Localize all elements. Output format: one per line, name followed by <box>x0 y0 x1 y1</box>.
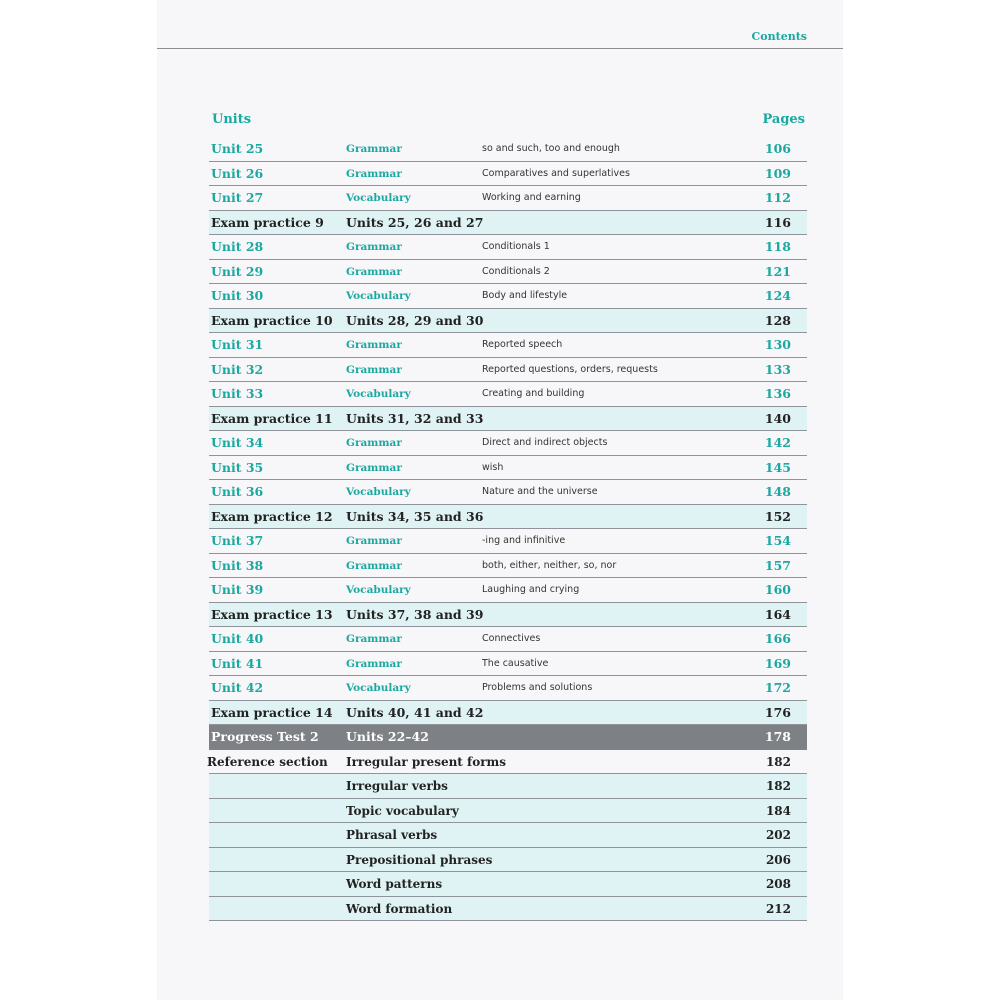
toc-section-label: Vocabulary <box>346 290 411 302</box>
toc-section-label: Units 37, 38 and 39 <box>346 606 484 622</box>
toc-row <box>209 603 807 628</box>
toc-unit-label: Unit 40 <box>211 631 264 646</box>
toc-topic-label: -ing and infinitive <box>482 535 566 546</box>
toc-topic-label: The causative <box>482 657 549 669</box>
toc-page-number: 128 <box>764 312 791 328</box>
toc-topic-label: Working and earning <box>482 192 581 203</box>
toc-topic-label: Problems and solutions <box>482 682 593 693</box>
toc-row <box>209 505 807 530</box>
toc-unit-label: Exam practice 13 <box>211 606 333 622</box>
toc-topic-label: Reported questions, orders, requests <box>482 363 658 375</box>
toc-section-label: Vocabulary <box>346 192 411 204</box>
toc-section-label: Grammar <box>346 339 402 351</box>
toc-section-label: Grammar <box>346 363 402 376</box>
toc-page-number: 133 <box>764 361 791 377</box>
table-of-contents <box>209 137 807 921</box>
toc-section-label: Units 34, 35 and 36 <box>346 508 484 524</box>
toc-row <box>209 382 807 407</box>
toc-row <box>209 235 807 260</box>
toc-unit-label: Progress Test 2 <box>211 729 319 744</box>
toc-section-label: Topic vocabulary <box>346 803 459 818</box>
toc-topic-label: Creating and building <box>482 388 585 399</box>
toc-topic-label: Comparatives and superlatives <box>482 167 630 179</box>
toc-page-number: 152 <box>764 508 791 524</box>
toc-row <box>209 823 807 848</box>
toc-section-label: Vocabulary <box>346 682 411 694</box>
toc-section-label: Grammar <box>346 143 402 155</box>
toc-row <box>209 848 807 873</box>
toc-page-number: 208 <box>765 877 791 891</box>
toc-page-number: 160 <box>764 582 791 597</box>
toc-page-number: 106 <box>764 141 791 156</box>
toc-section-label: Grammar <box>346 265 402 278</box>
toc-unit-label: Unit 42 <box>211 680 264 695</box>
toc-page-number: 182 <box>765 779 791 793</box>
toc-topic-label: Nature and the universe <box>482 486 598 497</box>
toc-row <box>209 162 807 187</box>
toc-row <box>209 456 807 481</box>
toc-page-number: 202 <box>765 828 791 842</box>
toc-section-label: Units 31, 32 and 33 <box>346 410 484 426</box>
toc-row <box>209 480 807 505</box>
toc-topic-label: Body and lifestyle <box>482 290 568 301</box>
toc-row <box>209 358 807 383</box>
toc-page-number: 112 <box>764 190 791 205</box>
pages-column-header: Pages <box>762 112 805 127</box>
toc-row <box>209 137 807 162</box>
toc-row <box>209 799 807 824</box>
toc-section-label: Grammar <box>346 241 402 253</box>
toc-unit-label: Exam practice 9 <box>211 214 324 230</box>
toc-unit-label: Exam practice 14 <box>211 704 333 720</box>
toc-unit-label: Unit 34 <box>211 435 264 450</box>
toc-section-label: Irregular present forms <box>346 754 506 769</box>
toc-unit-label: Exam practice 11 <box>211 410 333 426</box>
toc-page-number: 178 <box>764 729 791 744</box>
toc-unit-label: Unit 28 <box>211 239 264 254</box>
toc-page-number: 182 <box>765 754 791 769</box>
toc-unit-label: Unit 37 <box>211 533 264 548</box>
toc-row <box>209 554 807 579</box>
toc-section-label: Word patterns <box>346 877 443 891</box>
toc-section-label: Units 22–42 <box>346 729 429 744</box>
toc-section-label: Grammar <box>346 167 402 180</box>
toc-page-number: 130 <box>764 337 791 352</box>
toc-unit-label: Unit 33 <box>211 386 264 401</box>
toc-section-label: Grammar <box>346 437 402 449</box>
toc-page-number: 172 <box>764 680 791 695</box>
toc-topic-label: wish <box>482 461 504 473</box>
header-divider <box>157 48 843 49</box>
toc-row <box>209 652 807 677</box>
toc-page-number: 164 <box>764 606 791 622</box>
toc-section-label: Prepositional phrases <box>346 852 493 867</box>
toc-page-number: 124 <box>764 288 791 303</box>
toc-unit-label: Unit 32 <box>211 361 264 377</box>
toc-row <box>209 260 807 285</box>
toc-section-label: Units 40, 41 and 42 <box>346 704 484 720</box>
toc-row <box>209 284 807 309</box>
toc-page-number: 118 <box>764 239 791 254</box>
toc-unit-label: Unit 30 <box>211 288 264 303</box>
toc-page-number: 145 <box>764 459 791 475</box>
toc-unit-label: Unit 38 <box>211 557 264 573</box>
toc-unit-label: Unit 25 <box>211 141 264 156</box>
toc-section-label: Units 28, 29 and 30 <box>346 312 484 328</box>
toc-topic-label: Laughing and crying <box>482 584 580 595</box>
toc-section-label: Grammar <box>346 633 402 645</box>
toc-page-number: 184 <box>765 803 791 818</box>
toc-page-number: 136 <box>764 386 791 401</box>
toc-row <box>209 627 807 652</box>
units-column-header: Units <box>212 112 252 127</box>
toc-page-number: 116 <box>764 214 791 230</box>
toc-page-number: 121 <box>764 263 791 279</box>
toc-topic-label: Conditionals 1 <box>482 241 550 252</box>
toc-topic-label: Connectives <box>482 633 541 644</box>
toc-section-label: Word formation <box>346 901 453 916</box>
toc-row <box>209 407 807 432</box>
toc-row <box>209 701 807 726</box>
toc-unit-label: Exam practice 10 <box>211 312 333 328</box>
toc-row <box>209 431 807 456</box>
toc-row <box>209 211 807 236</box>
toc-topic-label: so and such, too and enough <box>482 143 620 154</box>
toc-page-number: 166 <box>764 631 791 646</box>
toc-unit-label: Unit 29 <box>211 263 264 279</box>
toc-row <box>209 676 807 701</box>
toc-row <box>209 333 807 358</box>
toc-page-number: 142 <box>764 435 791 450</box>
toc-unit-label: Unit 36 <box>211 484 264 499</box>
toc-unit-label: Exam practice 12 <box>211 508 333 524</box>
toc-topic-label: both, either, neither, so, nor <box>482 559 617 571</box>
toc-section-label: Grammar <box>346 559 402 572</box>
toc-row <box>209 725 807 750</box>
toc-row <box>209 897 807 922</box>
toc-section-label: Vocabulary <box>346 486 411 498</box>
toc-topic-label: Reported speech <box>482 339 563 350</box>
running-header-title: Contents <box>751 30 807 43</box>
toc-unit-label: Unit 27 <box>211 190 264 205</box>
toc-row <box>209 578 807 603</box>
toc-row <box>209 309 807 334</box>
toc-row <box>209 774 807 799</box>
toc-topic-label: Direct and indirect objects <box>482 437 608 448</box>
toc-section-label: Irregular verbs <box>346 779 448 793</box>
toc-page-number: 212 <box>765 901 791 916</box>
toc-page-number: 206 <box>765 852 791 867</box>
toc-section-label: Vocabulary <box>346 388 411 400</box>
toc-row <box>209 872 807 897</box>
toc-page-number: 148 <box>764 484 791 499</box>
toc-row <box>209 186 807 211</box>
toc-page-number: 140 <box>764 410 791 426</box>
toc-section-label: Grammar <box>346 461 402 474</box>
toc-unit-label: Unit 41 <box>211 655 264 671</box>
toc-section-label: Phrasal verbs <box>346 828 438 842</box>
toc-unit-label: Unit 26 <box>211 165 264 181</box>
toc-section-label: Grammar <box>346 535 402 547</box>
toc-unit-label: Unit 31 <box>211 337 264 352</box>
toc-row <box>209 750 807 775</box>
toc-row <box>209 529 807 554</box>
toc-page-number: 154 <box>764 533 791 548</box>
toc-section-label: Vocabulary <box>346 584 411 596</box>
toc-unit-label: Unit 39 <box>211 582 264 597</box>
contents-page <box>157 0 843 1000</box>
toc-unit-label: Reference section <box>207 754 328 769</box>
toc-unit-label: Unit 35 <box>211 459 264 475</box>
toc-section-label: Units 25, 26 and 27 <box>346 214 484 230</box>
toc-page-number: 176 <box>764 704 791 720</box>
toc-page-number: 109 <box>764 165 791 181</box>
toc-page-number: 157 <box>764 557 791 573</box>
toc-topic-label: Conditionals 2 <box>482 265 550 277</box>
toc-section-label: Grammar <box>346 657 402 670</box>
toc-page-number: 169 <box>764 655 791 671</box>
